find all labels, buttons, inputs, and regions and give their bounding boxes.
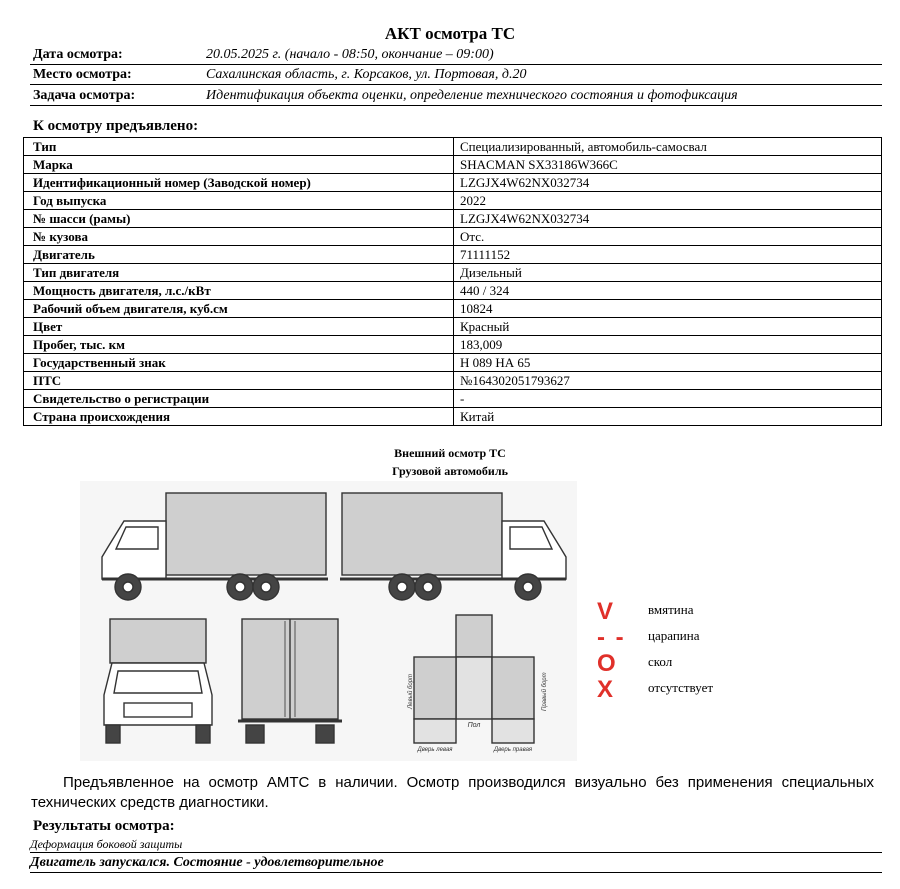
table-row <box>24 228 882 246</box>
inspection-place-value: Сахалинская область, г. Корсаков, ул. Портовая, д.20 <box>206 67 527 82</box>
table-row <box>24 408 882 426</box>
property-key: Рабочий объем двигателя, куб.см <box>24 300 454 318</box>
property-key: № кузова <box>24 228 454 246</box>
property-key: Пробег, тыс. км <box>24 336 454 354</box>
property-key: Идентификационный номер (Заводской номер) <box>24 174 454 192</box>
truck-left-side-view <box>102 493 328 600</box>
cargo-door-left-label: Дверь левая <box>417 747 453 753</box>
inspection-note-paragraph: Предъявленное на осмотр АМТС в наличии. Осмотр производился визуально без применения специальных технических средств диагностики. <box>31 774 874 811</box>
table-row <box>24 192 882 210</box>
property-value: - <box>454 390 882 408</box>
chip-label: скол <box>648 654 673 669</box>
property-key: Свидетельство о регистрации <box>24 390 454 408</box>
table-row <box>24 372 882 390</box>
dent-label: вмятина <box>648 602 694 617</box>
truck-front-view <box>104 619 212 743</box>
property-key: ПТС <box>24 372 454 390</box>
inspection-place-row <box>30 67 882 85</box>
diagram-title: Внешний осмотр ТС <box>394 446 506 460</box>
property-value: Китай <box>454 408 882 426</box>
property-key: Страна происхождения <box>24 408 454 426</box>
property-key: Государственный знак <box>24 354 454 372</box>
scratch-label: царапина <box>648 628 700 643</box>
property-key: Тип двигателя <box>24 264 454 282</box>
table-row <box>24 390 882 408</box>
diagram-subtitle: Грузовой автомобиль <box>392 464 508 478</box>
property-key: Мощность двигателя, л.с./кВт <box>24 282 454 300</box>
truck-rear-view <box>238 619 342 743</box>
cargo-door-right-label: Дверь правая <box>493 747 533 753</box>
cargo-left-side-label: Левый борт <box>408 673 414 709</box>
inspection-task-value: Идентификация объекта оценки, определение технического состояния и фотофиксация <box>206 88 738 103</box>
table-row <box>24 354 882 372</box>
property-value: Отс. <box>454 228 882 246</box>
missing-symbol: X <box>597 676 614 703</box>
property-value: SHACMAN SX33186W366C <box>454 156 882 174</box>
property-value: Н 089 НА 65 <box>454 354 882 372</box>
result-line-1: Деформация боковой защиты <box>30 837 882 853</box>
table-row <box>24 318 882 336</box>
property-value: №164302051793627 <box>454 372 882 390</box>
dent-symbol: V <box>597 598 614 625</box>
property-key: № шасси (рамы) <box>24 210 454 228</box>
property-key: Цвет <box>24 318 454 336</box>
missing-label: отсутствует <box>648 680 714 695</box>
inspection-date-label: Дата осмотра: <box>33 47 123 62</box>
property-key: Тип <box>24 138 454 156</box>
property-key: Двигатель <box>24 246 454 264</box>
table-row <box>24 210 882 228</box>
inspection-date-value: 20.05.2025 г. (начало - 08:50, окончание – 09:00) <box>206 47 494 62</box>
table-row <box>24 156 882 174</box>
document-title: АКТ осмотра ТС <box>384 24 516 43</box>
table-row <box>24 300 882 318</box>
property-value: Красный <box>454 318 882 336</box>
inspection-place-label: Место осмотра: <box>33 67 132 82</box>
table-row <box>24 138 882 156</box>
cargo-floor-label: Пол <box>467 722 481 729</box>
table-row <box>24 282 882 300</box>
truck-diagram-svg <box>80 481 577 761</box>
property-value: 183,009 <box>454 336 882 354</box>
table-row <box>24 174 882 192</box>
inspection-task-label: Задача осмотра: <box>33 88 136 103</box>
truck-right-side-view <box>340 493 566 600</box>
property-value: 2022 <box>454 192 882 210</box>
property-value: LZGJX4W62NX032734 <box>454 174 882 192</box>
table-row <box>24 336 882 354</box>
property-value: Дизельный <box>454 264 882 282</box>
property-value: LZGJX4W62NX032734 <box>454 210 882 228</box>
vehicle-properties-table <box>23 137 882 426</box>
result-line-2: Двигатель запускался. Состояние - удовлетворительное <box>30 855 882 873</box>
table-row <box>24 246 882 264</box>
scratch-symbol: - - <box>597 624 626 651</box>
inspection-date-row <box>30 47 882 65</box>
property-key: Марка <box>24 156 454 174</box>
cargo-right-side-label: Правый борт <box>542 672 548 711</box>
property-value: Специализированный, автомобиль-самосвал <box>454 138 882 156</box>
property-value: 10824 <box>454 300 882 318</box>
property-key: Год выпуска <box>24 192 454 210</box>
presented-heading: К осмотру предъявлено: <box>33 118 199 134</box>
chip-symbol: O <box>597 650 616 677</box>
property-value: 440 / 324 <box>454 282 882 300</box>
table-row <box>24 264 882 282</box>
truck-damage-diagram <box>80 481 577 761</box>
property-value: 71111152 <box>454 246 882 264</box>
inspection-task-row <box>30 88 882 106</box>
results-heading: Результаты осмотра: <box>33 818 175 834</box>
